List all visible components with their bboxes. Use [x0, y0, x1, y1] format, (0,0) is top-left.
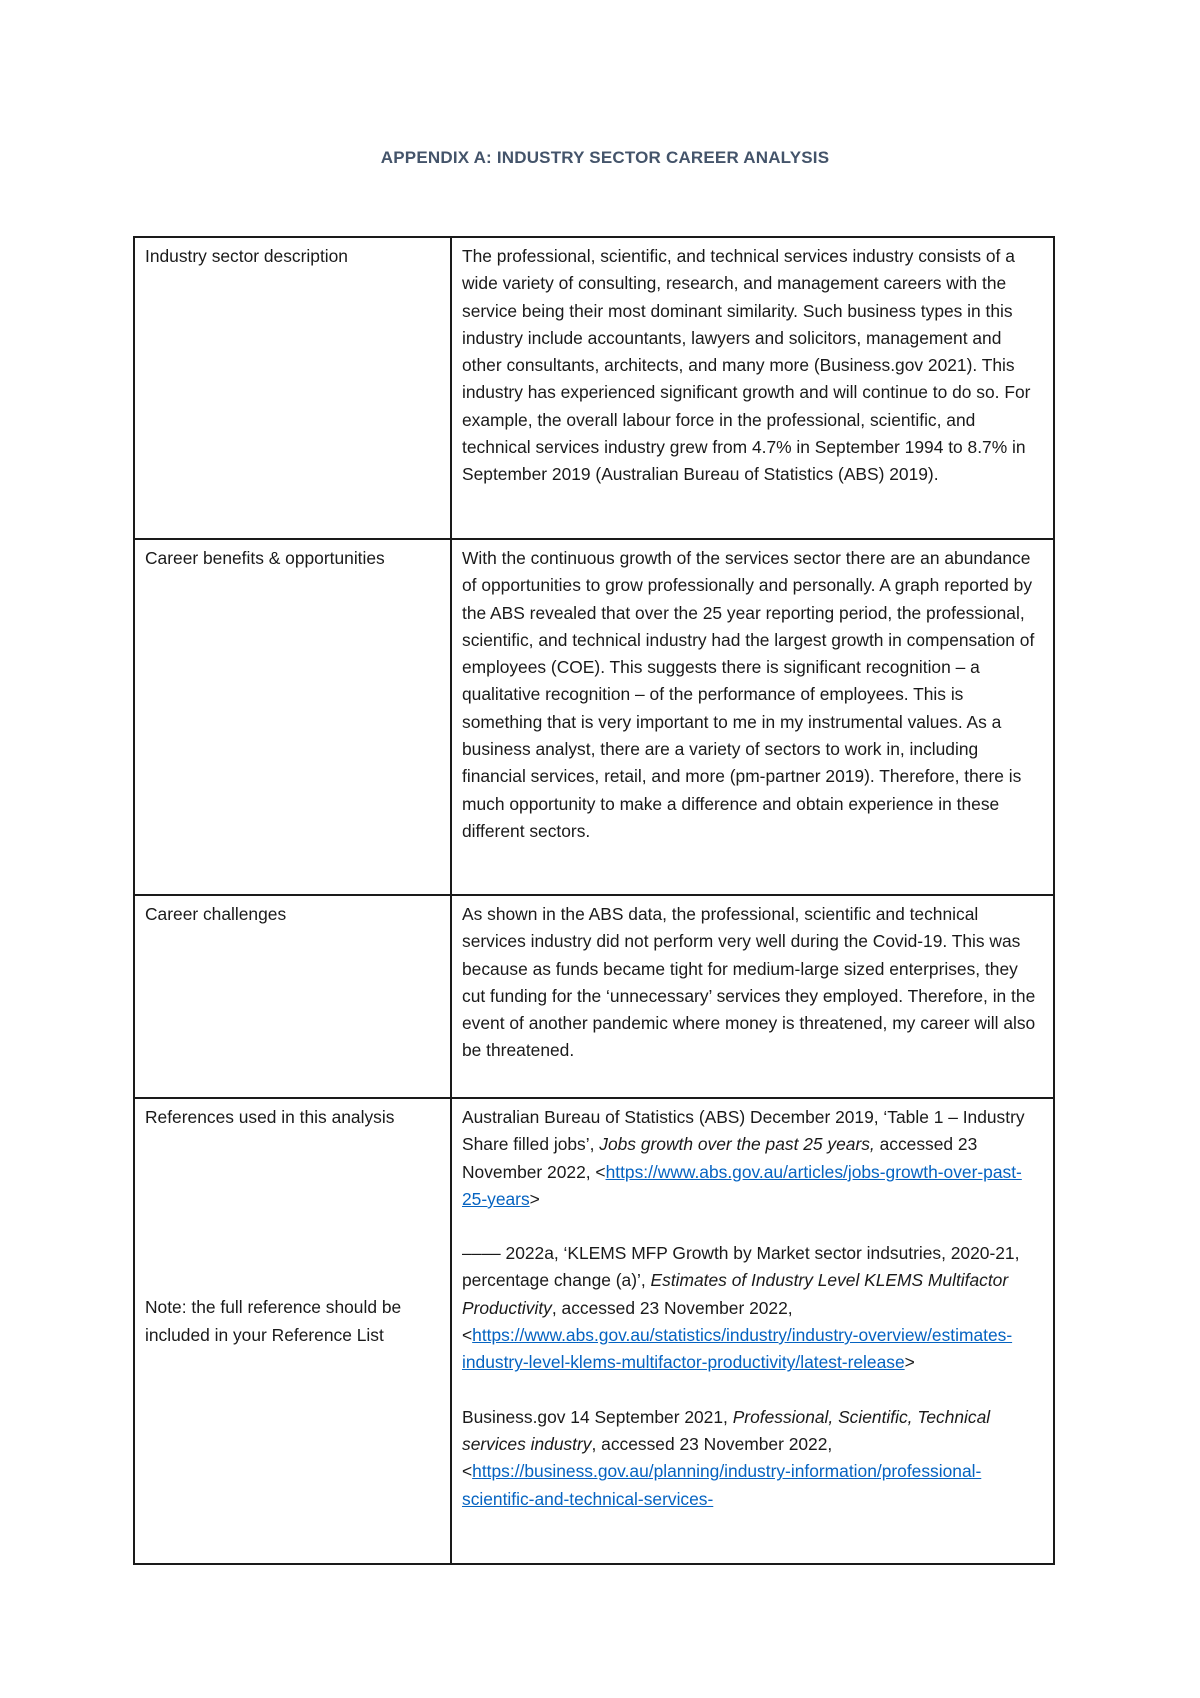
table-row-career-benefits — [134, 539, 1054, 895]
reference-link[interactable]: https://www.abs.gov.au/articles/jobs-growth-over-past-25-years — [462, 1161, 1022, 1209]
row-label-cell — [134, 895, 451, 1098]
row-label: References used in this analysis — [145, 1107, 395, 1127]
reference-text: Australian Bureau of Statistics (ABS) December 2019, ‘Table 1 – Industry Share filled jobs’, — [462, 1107, 1025, 1155]
table-row-references — [134, 1098, 1054, 1564]
reference-text: accessed 23 November 2022, < — [462, 1134, 978, 1182]
row-content-cell — [451, 237, 1054, 539]
reference-link[interactable]: https://www.abs.gov.au/statistics/industry/industry-overview/estimates-industry-level-klems-multifactor-productivity/latest-release — [462, 1325, 1013, 1373]
reference-note: Note: the full reference should be included in your Reference List — [145, 1297, 402, 1345]
reference-text: Business.gov 14 September 2021, — [462, 1406, 733, 1427]
reference-text: > — [904, 1352, 915, 1373]
references-cell — [451, 1098, 1054, 1564]
reference-text: , accessed 23 November 2022, < — [462, 1433, 833, 1482]
reference-entry — [462, 1104, 1043, 1213]
table-row-career-challenges — [134, 895, 1054, 1098]
page-title: APPENDIX A: INDUSTRY SECTOR CAREER ANALYSIS — [380, 148, 830, 167]
row-content: As shown in the ABS data, the professional, scientific and technical services industry did not perform very well during the Covid-19. This was because as funds became tight for medium-large sized enterprises, they cut funding for the ‘unnecessary’ services they employed. Therefore, in the event of another pandemic where money is threatened, my career will also be threatened. — [462, 904, 1041, 1061]
reference-source-title: Jobs growth over the past 25 years, — [599, 1134, 875, 1155]
reference-entry — [462, 1404, 1043, 1513]
row-label: Industry sector description — [145, 246, 348, 266]
reference-text: –––– 2022a, ‘KLEMS MFP Growth by Market sector indsutries, 2020-21, percentage change (a)’, — [462, 1243, 1020, 1291]
row-label-cell — [134, 1098, 451, 1564]
row-content: The professional, scientific, and technical services industry consists of a wide variety of consulting, research, and management careers with the service being their most dominant similarity. Such business types in this industry include accountants, lawyers and solicitors, management and other consultants, architects, and many more (Business.gov 2021). This industry has experienced significant growth and will continue to do so. For example, the overall labour force in the professional, scientific, and technical services industry grew from 4.7% in September 1994 to 8.7% in September 2019 (Australian Bureau of Statistics (ABS) 2019). — [462, 246, 1036, 485]
row-label-cell — [134, 539, 451, 895]
row-content: With the continuous growth of the services sector there are an abundance of opportunities to grow professionally and personally. A graph reported by the ABS revealed that over the 25 year reporting period, the professional, scientific, and technical industry had the largest growth in compensation of employees (COE). This suggests there is significant recognition – a qualitative recognition – of the performance of employees. This is something that is very important to me in my instrumental values. As a business analyst, there are a variety of sectors to work in, including financial services, retail, and more (pm-partner 2019). Therefore, there is much opportunity to make a difference and obtain experience in these different sectors. — [462, 548, 1040, 841]
row-label-cell — [134, 237, 451, 539]
row-content-cell — [451, 539, 1054, 895]
reference-source-title: Professional, Scientific, Technical services industry — [462, 1406, 991, 1454]
row-label: Career challenges — [145, 904, 287, 924]
row-label: Career benefits & opportunities — [145, 548, 385, 568]
reference-link[interactable]: https://business.gov.au/planning/industry-information/professional-scientific-and-technical-services- — [462, 1461, 982, 1509]
career-analysis-table — [133, 236, 1055, 1565]
table-row-industry-description — [134, 237, 1054, 539]
reference-entry — [462, 1240, 1043, 1376]
row-content-cell — [451, 895, 1054, 1098]
reference-text: , accessed 23 November 2022, < — [462, 1297, 793, 1346]
reference-source-title: Estimates of Industry Level KLEMS Multifactor Productivity — [462, 1270, 1009, 1318]
reference-text: > — [529, 1188, 540, 1209]
